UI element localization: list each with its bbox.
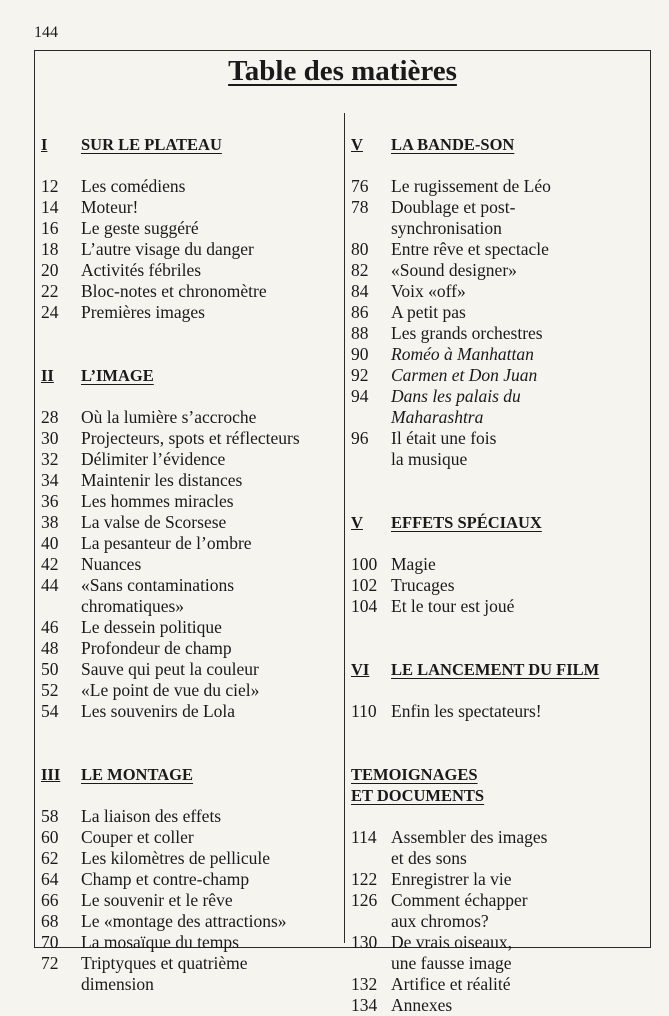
section-heading-line: TEMOIGNAGES [351, 765, 478, 784]
entry-page-number: 102 [351, 575, 378, 595]
entry-page-number: 110 [351, 701, 377, 721]
entry-title: Le «montage des attractions» [81, 911, 287, 931]
entry-page-number: 84 [351, 281, 369, 301]
entry-title: une fausse image [391, 953, 512, 973]
entry-title: Comment échapper [391, 890, 528, 910]
section-gap [41, 344, 341, 365]
entry-title: Magie [391, 554, 436, 574]
toc-entry [41, 680, 341, 701]
toc-entry [41, 869, 341, 890]
entry-title: synchronisation [391, 218, 502, 238]
toc-entry [351, 995, 646, 1016]
toc-entry [351, 596, 646, 617]
entry-page-number: 114 [351, 827, 377, 847]
entry-page-number: 30 [41, 428, 59, 448]
section-numeral: II [41, 366, 54, 385]
entry-title: Triptyques et quatrième [81, 953, 248, 973]
toc-entry [41, 491, 341, 512]
entry-page-number: 76 [351, 176, 369, 196]
entry-page-number: 38 [41, 512, 59, 532]
toc-entry [351, 239, 646, 260]
entry-title: Dans les palais du [391, 386, 521, 406]
entry-title: Maharashtra [391, 407, 484, 427]
entry-title: Enfin les spectateurs! [391, 701, 542, 721]
entry-title: Voix «off» [391, 281, 466, 301]
entry-page-number [351, 848, 391, 869]
entry-title: Le rugissement de Léo [391, 176, 551, 196]
toc-entry [351, 953, 646, 974]
entry-title: Couper et coller [81, 827, 194, 847]
section-heading [41, 134, 341, 155]
toc-entry [41, 932, 341, 953]
entry-page-number: 86 [351, 302, 369, 322]
section-gap [351, 533, 646, 554]
table-of-contents-frame [34, 50, 651, 1015]
toc-entry [351, 701, 646, 722]
section-heading [351, 764, 646, 806]
entry-title: et des sons [391, 848, 467, 868]
section-gap [351, 470, 646, 491]
section-gap [351, 722, 646, 743]
entry-page-number: 68 [41, 911, 59, 931]
entry-page-number: 22 [41, 281, 59, 301]
entry-page-number [41, 974, 81, 995]
entry-title: Artifice et réalité [391, 974, 511, 994]
section-gap [351, 680, 646, 701]
section-gap [351, 743, 646, 764]
entry-page-number: 92 [351, 365, 369, 385]
section-heading [351, 512, 646, 533]
toc-entry [41, 974, 341, 995]
entry-title: «Sound designer» [391, 260, 517, 280]
entry-title: Premières images [81, 302, 205, 322]
section-numeral: VI [351, 660, 370, 679]
entry-page-number: 28 [41, 407, 59, 427]
entry-page-number: 72 [41, 953, 59, 973]
toc-entry [351, 302, 646, 323]
section-title: LA BANDE-SON [391, 135, 515, 154]
entry-page-number [351, 449, 391, 470]
entry-page-number: 104 [351, 596, 378, 616]
entry-title: Le souvenir et le rêve [81, 890, 233, 910]
toc-entry [41, 407, 341, 428]
toc-entry [351, 281, 646, 302]
section-title: LE LANCEMENT DU FILM [391, 660, 600, 679]
entry-title: La valse de Scorsese [81, 512, 227, 532]
entry-page-number: 122 [351, 869, 378, 889]
entry-page-number: 16 [41, 218, 59, 238]
toc-entry [351, 575, 646, 596]
toc-entry [41, 428, 341, 449]
toc-entry [351, 407, 646, 428]
entry-page-number: 52 [41, 680, 59, 700]
section-gap [351, 491, 646, 512]
entry-page-number: 60 [41, 827, 59, 847]
toc-entry [41, 617, 341, 638]
toc-entry [351, 848, 646, 869]
section-title: SUR LE PLATEAU [81, 135, 222, 154]
entry-title: Activités fébriles [81, 260, 202, 280]
entry-title: Assembler des images [391, 827, 548, 847]
entry-page-number: 126 [351, 890, 378, 910]
entry-page-number: 88 [351, 323, 369, 343]
entry-page-number [351, 218, 391, 239]
entry-title: Les souvenirs de Lola [81, 701, 236, 721]
toc-entry [41, 449, 341, 470]
entry-title: la musique [391, 449, 468, 469]
entry-title: Doublage et post- [391, 197, 516, 217]
entry-title: La mosaïque du temps [81, 932, 239, 952]
section-heading [351, 134, 646, 155]
toc-entry [41, 953, 341, 974]
entry-page-number: 32 [41, 449, 59, 469]
entry-title: Champ et contre-champ [81, 869, 250, 889]
entry-title: L’autre visage du danger [81, 239, 254, 259]
toc-entry [351, 932, 646, 953]
section-numeral: I [41, 135, 48, 154]
section-heading [41, 365, 341, 386]
toc-entry [41, 911, 341, 932]
section-gap [351, 617, 646, 638]
entry-page-number [41, 596, 81, 617]
entry-page-number: 66 [41, 890, 59, 910]
section-numeral: III [41, 765, 61, 784]
entry-title: Carmen et Don Juan [391, 365, 538, 385]
toc-entry [41, 302, 341, 323]
entry-title: Nuances [81, 554, 142, 574]
toc-entry [351, 554, 646, 575]
entry-title: Le geste suggéré [81, 218, 199, 238]
toc-entry [351, 197, 646, 218]
entry-page-number: 14 [41, 197, 59, 217]
entry-page-number: 12 [41, 176, 59, 196]
entry-title: «Sans contaminations [81, 575, 235, 595]
section-heading [41, 764, 341, 785]
toc-entry [41, 575, 341, 596]
entry-page-number: 50 [41, 659, 59, 679]
entry-title: «Le point de vue du ciel» [81, 680, 260, 700]
toc-entry [41, 806, 341, 827]
entry-title: Sauve qui peut la couleur [81, 659, 259, 679]
section-gap [351, 113, 646, 134]
section-gap [41, 323, 341, 344]
entry-title: Les comédiens [81, 176, 186, 196]
entry-page-number: 70 [41, 932, 59, 952]
entry-title: Le dessein politique [81, 617, 222, 637]
page-number: 144 [34, 24, 58, 41]
entry-page-number: 90 [351, 344, 369, 364]
toc-entry [41, 260, 341, 281]
toc-entry [41, 554, 341, 575]
toc-entry [351, 176, 646, 197]
entry-page-number: 18 [41, 239, 59, 259]
toc-entry [41, 827, 341, 848]
entry-page-number [351, 953, 391, 974]
page-title-text: Table des matières [228, 55, 457, 87]
toc-entry [351, 218, 646, 239]
entry-title: Où la lumière s’accroche [81, 407, 257, 427]
toc-entry [351, 449, 646, 470]
entry-title: Il était une fois [391, 428, 497, 448]
entry-page-number: 62 [41, 848, 59, 868]
toc-entry [351, 869, 646, 890]
entry-page-number: 58 [41, 806, 59, 826]
page-title [35, 55, 650, 88]
entry-page-number: 36 [41, 491, 59, 511]
entry-page-number: 130 [351, 932, 378, 952]
toc-entry [41, 281, 341, 302]
section-heading [351, 659, 646, 680]
section-gap [41, 386, 341, 407]
section-gap [41, 743, 341, 764]
section-gap [351, 155, 646, 176]
section-gap [351, 806, 646, 827]
entry-page-number: 46 [41, 617, 59, 637]
entry-page-number: 24 [41, 302, 59, 322]
toc-entry [41, 533, 341, 554]
entry-page-number: 134 [351, 995, 378, 1015]
toc-entry [351, 260, 646, 281]
entry-title: chromatiques» [81, 596, 185, 616]
section-gap [41, 785, 341, 806]
entry-title: Moteur! [81, 197, 139, 217]
entry-title: Et le tour est joué [391, 596, 515, 616]
entry-page-number: 78 [351, 197, 369, 217]
toc-entry [351, 827, 646, 848]
toc-entry [41, 596, 341, 617]
section-gap [41, 155, 341, 176]
section-heading-line: ET DOCUMENTS [351, 786, 485, 805]
entry-page-number: 42 [41, 554, 59, 574]
entry-page-number: 44 [41, 575, 59, 595]
entry-page-number [351, 911, 391, 932]
toc-entry [41, 890, 341, 911]
entry-page-number: 132 [351, 974, 378, 994]
toc-entry [351, 344, 646, 365]
section-gap [41, 722, 341, 743]
toc-entry [351, 974, 646, 995]
toc-entry [41, 848, 341, 869]
entry-title: Enregistrer la vie [391, 869, 512, 889]
toc-entry [41, 638, 341, 659]
entry-title: Les hommes miracles [81, 491, 234, 511]
section-numeral: V [351, 135, 363, 154]
toc-entry [41, 176, 341, 197]
entry-title: Bloc-notes et chronomètre [81, 281, 267, 301]
toc-entry [351, 323, 646, 344]
entry-title: Entre rêve et spectacle [391, 239, 549, 259]
entry-title: Roméo à Manhattan [391, 344, 534, 364]
entry-page-number: 54 [41, 701, 59, 721]
toc-entry [41, 470, 341, 491]
toc-entry [351, 428, 646, 449]
entry-title: Les grands orchestres [391, 323, 543, 343]
toc-entry [41, 239, 341, 260]
entry-title: aux chromos? [391, 911, 489, 931]
entry-page-number [351, 407, 391, 428]
entry-title: Profondeur de champ [81, 638, 232, 658]
entry-page-number: 48 [41, 638, 59, 658]
entry-page-number: 34 [41, 470, 59, 490]
entry-title: dimension [81, 974, 154, 994]
toc-entry [41, 659, 341, 680]
section-title: LE MONTAGE [81, 765, 193, 784]
toc-entry [41, 512, 341, 533]
entry-page-number: 64 [41, 869, 59, 889]
toc-entry [41, 701, 341, 722]
entry-page-number: 94 [351, 386, 369, 406]
section-title: L’IMAGE [81, 366, 154, 385]
toc-entry [351, 911, 646, 932]
entry-page-number: 96 [351, 428, 369, 448]
entry-title: Trucages [391, 575, 455, 595]
left-column [41, 113, 341, 995]
section-numeral: V [351, 513, 363, 532]
entry-page-number: 82 [351, 260, 369, 280]
entry-page-number: 100 [351, 554, 378, 574]
entry-title: La pesanteur de l’ombre [81, 533, 252, 553]
entry-title: Les kilomètres de pellicule [81, 848, 271, 868]
toc-entry [351, 890, 646, 911]
section-title: EFFETS SPÉCIAUX [391, 513, 542, 532]
entry-title: Annexes [391, 995, 453, 1015]
entry-title: Projecteurs, spots et réflecteurs [81, 428, 300, 448]
section-gap [351, 638, 646, 659]
entry-page-number: 40 [41, 533, 59, 553]
column-divider [344, 113, 345, 943]
toc-entry [41, 197, 341, 218]
entry-title: Délimiter l’évidence [81, 449, 226, 469]
entry-page-number: 20 [41, 260, 59, 280]
entry-title: Maintenir les distances [81, 470, 243, 490]
toc-entry [351, 386, 646, 407]
entry-title: De vrais oiseaux, [391, 932, 513, 952]
right-column [351, 113, 646, 1016]
entry-title: A petit pas [391, 302, 466, 322]
toc-entry [41, 218, 341, 239]
section-gap [41, 113, 341, 134]
entry-title: La liaison des effets [81, 806, 222, 826]
entry-page-number: 80 [351, 239, 369, 259]
toc-entry [351, 365, 646, 386]
